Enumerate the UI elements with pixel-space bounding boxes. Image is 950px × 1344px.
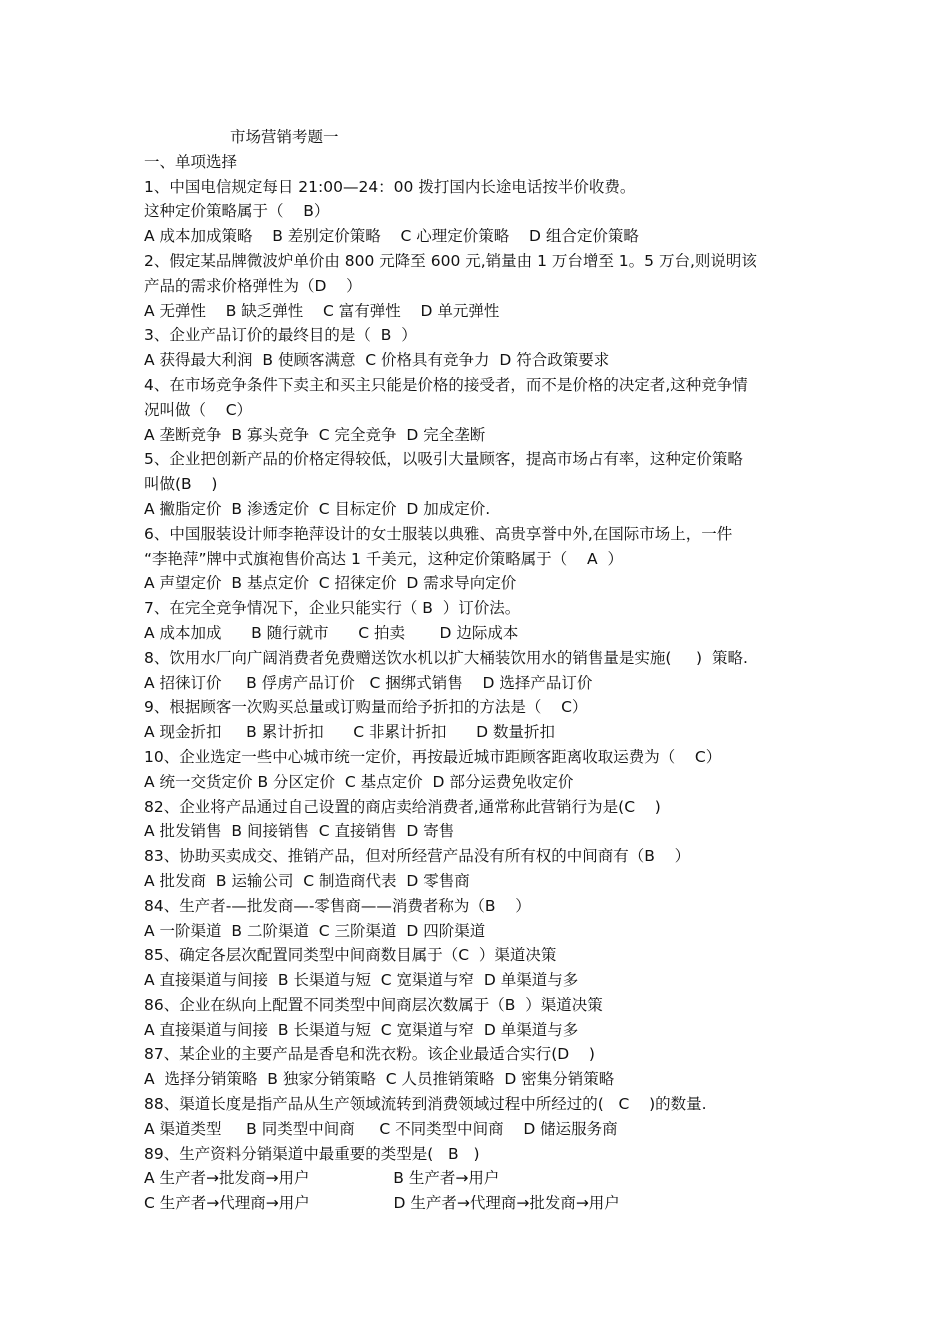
question-7: 7、在完全竞争情况下，企业只能实行（ B ）订价法。 (144, 599, 521, 618)
question-6-options: A 声望定价 B 基点定价 C 招徕定价 D 需求导向定价 (144, 574, 517, 593)
question-1-options: A 成本加成策略 B 差别定价策略 C 心理定价策略 D 组合定价策略 (144, 227, 639, 246)
question-87-options: A 选择分销策略 B 独家分销策略 C 人员推销策略 D 密集分销策略 (144, 1070, 615, 1089)
question-7-options: A 成本加成 B 随行就市 C 拍卖 D 边际成本 (144, 623, 519, 642)
question-9-options: A 现金折扣 B 累计折扣 C 非累计折扣 D 数量折扣 (144, 723, 555, 742)
question-6-cont: “李艳萍”牌中式旗袍售价高达 1 千美元，这种定价策略属于（ A ） (144, 549, 623, 568)
question-8-options: A 招徕订价 B 俘虏产品订价 C 捆绑式销售 D 选择产品订价 (144, 673, 593, 692)
question-5: 5、企业把创新产品的价格定得较低，以吸引大量顾客，提高市场占有率，这种定价策略 (144, 450, 743, 469)
question-88-options: A 渠道类型 B 同类型中间商 C 不同类型中间商 D 储运服务商 (144, 1119, 618, 1138)
question-6: 6、中国服装设计师李艳萍设计的女士服装以典雅、高贵享誉中外,在国际市场上，一件 (144, 524, 733, 543)
question-89-options-cd: C 生产者→代理商→用户 D 生产者→代理商→批发商→用户 (144, 1194, 620, 1213)
document-body (144, 125, 824, 1216)
question-89: 89、生产资料分销渠道中最重要的类型是( B ) (144, 1144, 480, 1163)
question-85: 85、确定各层次配置同类型中间商数目属于（C ）渠道决策 (144, 946, 557, 965)
question-89-options-ab: A 生产者→批发商→用户 B 生产者→用户 (144, 1169, 500, 1188)
section-heading: 一、单项选择 (144, 152, 238, 171)
question-82: 82、企业将产品通过自己设置的商店卖给消费者,通常称此营销行为是(C ) (144, 797, 661, 816)
question-1-cont: 这种定价策略属于（ B） (144, 202, 330, 221)
question-8: 8、饮用水厂向广阔消费者免费赠送饮水机以扩大桶装饮用水的销售量是实施( ) 策略. (144, 648, 748, 667)
question-5-options: A 撇脂定价 B 渗透定价 C 目标定价 D 加成定价. (144, 499, 491, 518)
question-82-options: A 批发销售 B 间接销售 C 直接销售 D 寄售 (144, 822, 455, 841)
question-84-options: A 一阶渠道 B 二阶渠道 C 三阶渠道 D 四阶渠道 (144, 921, 486, 940)
question-88: 88、渠道长度是指产品从生产领域流转到消费领域过程中所经过的( C )的数量. (144, 1095, 707, 1114)
question-2-options: A 无弹性 B 缺乏弹性 C 富有弹性 D 单元弹性 (144, 301, 500, 320)
question-83: 83、协助买卖成交、推销产品，但对所经营产品没有所有权的中间商有（B ） (144, 847, 691, 866)
question-4-options: A 垄断竞争 B 寡头竞争 C 完全竞争 D 完全垄断 (144, 425, 486, 444)
question-10-options: A 统一交货定价 B 分区定价 C 基点定价 D 部分运费免收定价 (144, 772, 574, 791)
question-9: 9、根据顾客一次购买总量或订购量而给予折扣的方法是（ C） (144, 698, 588, 717)
question-84: 84、生产者-—批发商—-零售商——消费者称为（B ） (144, 896, 531, 915)
question-10: 10、企业选定一些中心城市统一定价，再按最近城市距顾客距离收取运费为（ C） (144, 747, 722, 766)
question-1: 1、中国电信规定每日 21:00—24：00 拨打国内长途电话按半价收费。 (144, 177, 636, 196)
question-83-options: A 批发商 B 运输公司 C 制造商代表 D 零售商 (144, 871, 470, 890)
question-4: 4、在市场竞争条件下卖主和买主只能是价格的接受者，而不是价格的决定者,这种竞争情 (144, 375, 748, 394)
question-2-cont: 产品的需求价格弹性为（D ） (144, 276, 362, 295)
question-5-cont: 叫做(B ) (144, 475, 218, 494)
question-2: 2、假定某品牌微波炉单价由 800 元降至 600 元,销量由 1 万台增至 1。5 万台,则说明该 (144, 251, 757, 270)
question-86-options: A 直接渠道与间接 B 长渠道与短 C 宽渠道与窄 D 单渠道与多 (144, 1020, 579, 1039)
document-title: 市场营销考题一 (230, 128, 339, 146)
question-85-options: A 直接渠道与间接 B 长渠道与短 C 宽渠道与窄 D 单渠道与多 (144, 971, 579, 990)
question-4-cont: 况叫做（ C） (144, 400, 253, 419)
question-86: 86、企业在纵向上配置不同类型中间商层次数属于（B ）渠道决策 (144, 995, 603, 1014)
question-87: 87、某企业的主要产品是香皂和洗衣粉。该企业最适合实行(D ) (144, 1045, 595, 1064)
question-3: 3、企业产品订价的最终目的是（ B ） (144, 326, 417, 345)
question-3-options: A 获得最大利润 B 使顾客满意 C 价格具有竞争力 D 符合政策要求 (144, 351, 610, 370)
